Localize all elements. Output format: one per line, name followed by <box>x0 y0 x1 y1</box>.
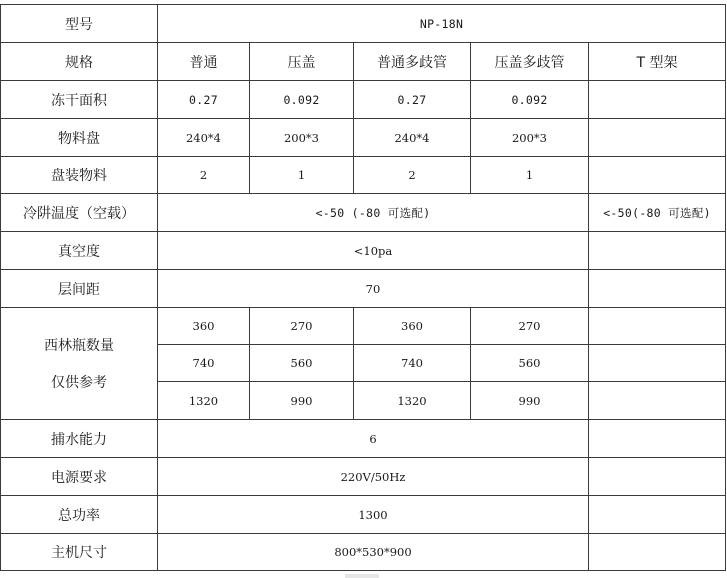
area-value: 0.092 <box>471 81 589 119</box>
empty-cell <box>589 534 726 571</box>
model-label: 型号 <box>1 5 158 43</box>
vials-value: 360 <box>354 308 471 345</box>
empty-cell <box>589 119 726 157</box>
vials-value: 990 <box>250 382 354 420</box>
shelf-gap-value: 70 <box>158 270 589 308</box>
load-value: 1 <box>250 157 354 194</box>
load-value: 2 <box>354 157 471 194</box>
spec-col-normal-manifold: 普通多歧管 <box>354 43 471 81</box>
tray-value: 200*3 <box>250 119 354 157</box>
vials-value: 1320 <box>158 382 250 420</box>
size-value: 800*530*900 <box>158 534 589 571</box>
empty-cell <box>589 81 726 119</box>
load-value: 1 <box>471 157 589 194</box>
power-req-value: 220V/50Hz <box>158 458 589 496</box>
spec-col-normal: 普通 <box>158 43 250 81</box>
empty-cell <box>589 270 726 308</box>
area-value: 0.27 <box>354 81 471 119</box>
vials-value: 270 <box>471 308 589 345</box>
vials-label <box>1 308 158 420</box>
row-power-req <box>1 458 726 496</box>
row-model <box>1 5 726 43</box>
spec-col-stopper-manifold: 压盖多歧管 <box>471 43 589 81</box>
capture-value: 6 <box>158 420 589 458</box>
vials-value: 270 <box>250 308 354 345</box>
model-value: NP-18N <box>158 5 726 43</box>
empty-cell <box>589 420 726 458</box>
row-trap-temp <box>1 194 726 232</box>
empty-cell <box>589 496 726 534</box>
total-power-label: 总功率 <box>1 496 158 534</box>
trap-temp-value: <-50 (-80 可选配) <box>158 194 589 232</box>
empty-cell <box>589 382 726 420</box>
row-tray <box>1 119 726 157</box>
trap-temp-t-frame: <-50(-80 可选配) <box>589 194 726 232</box>
spec-table <box>0 4 726 571</box>
row-load <box>1 157 726 194</box>
shelf-gap-label: 层间距 <box>1 270 158 308</box>
row-shelf-gap <box>1 270 726 308</box>
spec-col-t-frame: T 型架 <box>589 43 726 81</box>
row-size <box>1 534 726 571</box>
empty-cell <box>589 157 726 194</box>
tray-label: 物料盘 <box>1 119 158 157</box>
row-spec <box>1 43 726 81</box>
vials-value: 740 <box>354 345 471 382</box>
load-value: 2 <box>158 157 250 194</box>
capture-label: 捕水能力 <box>1 420 158 458</box>
trap-temp-label: 冷阱温度（空载） <box>1 194 158 232</box>
spec-col-stopper: 压盖 <box>250 43 354 81</box>
empty-cell <box>589 308 726 345</box>
vacuum-value: <10pa <box>158 232 589 270</box>
vials-value: 560 <box>250 345 354 382</box>
area-value: 0.092 <box>250 81 354 119</box>
row-capture <box>1 420 726 458</box>
vials-value: 1320 <box>354 382 471 420</box>
row-vacuum <box>1 232 726 270</box>
area-value: 0.27 <box>158 81 250 119</box>
row-total-power <box>1 496 726 534</box>
vacuum-label: 真空度 <box>1 232 158 270</box>
vials-label-line2: 仅供参考 <box>51 375 107 391</box>
spec-label: 规格 <box>1 43 158 81</box>
empty-cell <box>589 345 726 382</box>
row-vials <box>1 308 726 345</box>
vials-value: 740 <box>158 345 250 382</box>
tray-value: 240*4 <box>158 119 250 157</box>
vials-value: 990 <box>471 382 589 420</box>
tray-value: 200*3 <box>471 119 589 157</box>
size-label: 主机尺寸 <box>1 534 158 571</box>
power-req-label: 电源要求 <box>1 458 158 496</box>
vials-value: 360 <box>158 308 250 345</box>
total-power-value: 1300 <box>158 496 589 534</box>
vials-label-line1: 西林瓶数量 <box>44 338 114 354</box>
row-area <box>1 81 726 119</box>
tray-value: 240*4 <box>354 119 471 157</box>
empty-cell <box>589 232 726 270</box>
scrollbar-remnant <box>345 574 379 578</box>
area-label: 冻干面积 <box>1 81 158 119</box>
empty-cell <box>589 458 726 496</box>
load-label: 盘装物料 <box>1 157 158 194</box>
vials-value: 560 <box>471 345 589 382</box>
